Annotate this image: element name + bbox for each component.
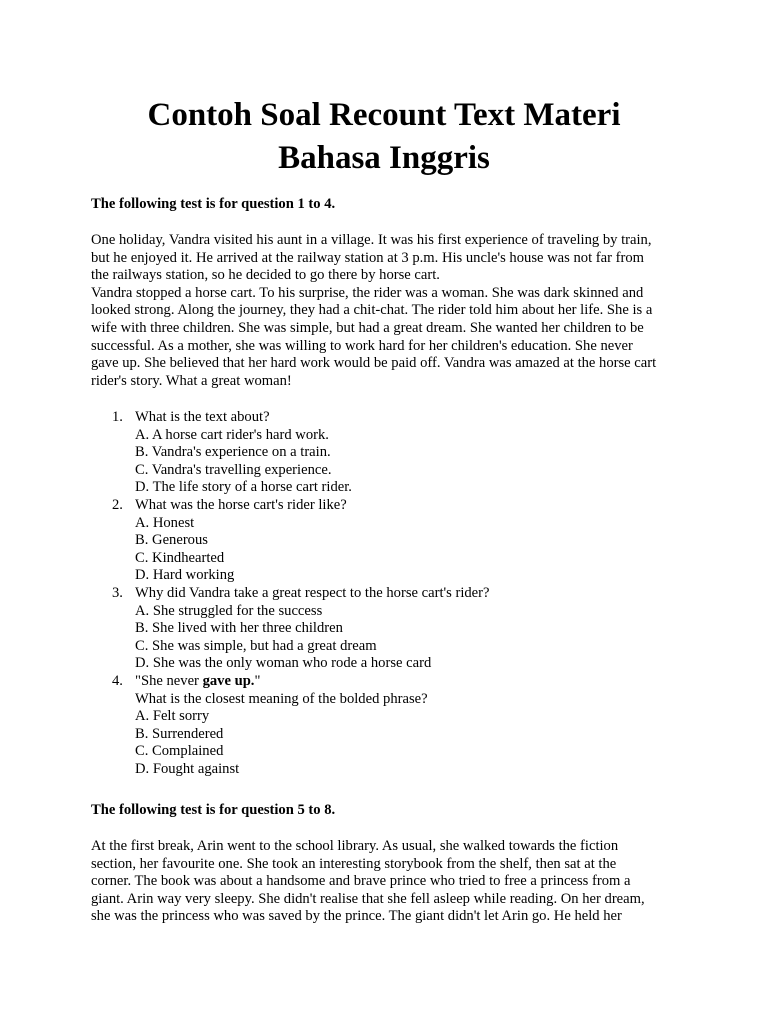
passage-2-line: At the first break, Arin went to the school library. As usual, she walked towards the fiction [91, 838, 619, 854]
answer-option: D. Hard working [135, 567, 235, 584]
passage-1-line: Vandra stopped a horse cart. To his surprise, the rider was a woman. She was dark skinned and [91, 284, 644, 301]
answer-option: B. Vandra's experience on a train. [135, 444, 331, 461]
passage-1-line: successful. As a mother, she was willing to work hard for her children's education. She never [91, 337, 633, 354]
answer-option: C. She was simple, but had a great dream [135, 637, 377, 654]
section-2-heading: The following test is for question 5 to 8. [91, 802, 336, 818]
quote-prefix: "She never [135, 672, 203, 689]
question-item [91, 673, 691, 779]
question-item [91, 497, 691, 585]
question-quote [135, 673, 691, 691]
answer-option: C. Complained [135, 743, 224, 760]
passage-2-line: section, her favourite one. She took an interesting storybook from the shelf, then sat at the [91, 855, 617, 872]
answer-option: C. Vandra's travelling experience. [135, 461, 332, 478]
passage-2-line: corner. The book was about a handsome and brave prince who tried to free a princess from a [91, 873, 631, 890]
question-text: Why did Vandra take a great respect to the horse cart's rider? [135, 584, 490, 601]
passage-1-line: rider's story. What a great woman! [91, 372, 292, 389]
passage-2-line: giant. Arin way very sleepy. She didn't realise that she fell asleep while reading. On her dream, [91, 890, 645, 907]
question-number: 2. [112, 496, 123, 513]
passage-1 [91, 232, 691, 390]
quote-suffix: " [254, 672, 261, 689]
question-text: What is the closest meaning of the bolded phrase? [135, 690, 428, 707]
question-text: What was the horse cart's rider like? [135, 496, 347, 513]
passage-1-line: but he enjoyed it. He arrived at the railway station at 3 p.m. His uncle's house was not far from [91, 249, 644, 266]
question-number: 4. [112, 672, 123, 689]
title-line-1: Contoh Soal Recount Text Materi [147, 97, 621, 133]
bolded-phrase: gave up. [202, 672, 255, 689]
question-number: 1. [112, 409, 123, 425]
answer-option: B. She lived with her three children [135, 620, 343, 637]
passage-1-line: the railways station, so he decided to go there by horse cart. [91, 267, 440, 284]
answer-option: D. The life story of a horse cart rider. [135, 479, 352, 496]
section-1-heading: The following test is for question 1 to 4. [91, 196, 336, 212]
answer-option: A. A horse cart rider's hard work. [135, 426, 329, 443]
question-list [91, 409, 691, 778]
answer-option: A. Felt sorry [135, 708, 210, 725]
answer-option: B. Surrendered [135, 725, 224, 742]
passage-2-line: she was the princess who was saved by the prince. The giant didn't let Arin go. He held her [91, 908, 622, 925]
title-line-2: Bahasa Inggris [278, 140, 490, 176]
answer-option: B. Generous [135, 532, 208, 549]
answer-option: A. Honest [135, 514, 195, 531]
passage-1-line: gave up. She believed that her hard work would be paid off. Vandra was amazed at the horse cart [91, 355, 657, 372]
passage-1-line: looked strong. Along the journey, they had a chit-chat. The rider told him about her life. She is a [91, 302, 653, 319]
answer-option: A. She struggled for the success [135, 602, 323, 619]
passage-1-line: One holiday, Vandra visited his aunt in a village. It was his first experience of traveling by train, [91, 232, 652, 248]
question-number: 3. [112, 584, 123, 601]
question-item [91, 585, 691, 673]
passage-2 [91, 838, 691, 926]
passage-1-line: wife with three children. She was simple, but had a great dream. She wanted her children to be [91, 319, 644, 336]
answer-option: D. She was the only woman who rode a horse card [135, 655, 432, 672]
question-item [91, 409, 691, 497]
question-text: What is the text about? [135, 409, 270, 425]
answer-option: D. Fought against [135, 760, 240, 777]
document-title [0, 94, 768, 180]
answer-option: C. Kindhearted [135, 549, 225, 566]
